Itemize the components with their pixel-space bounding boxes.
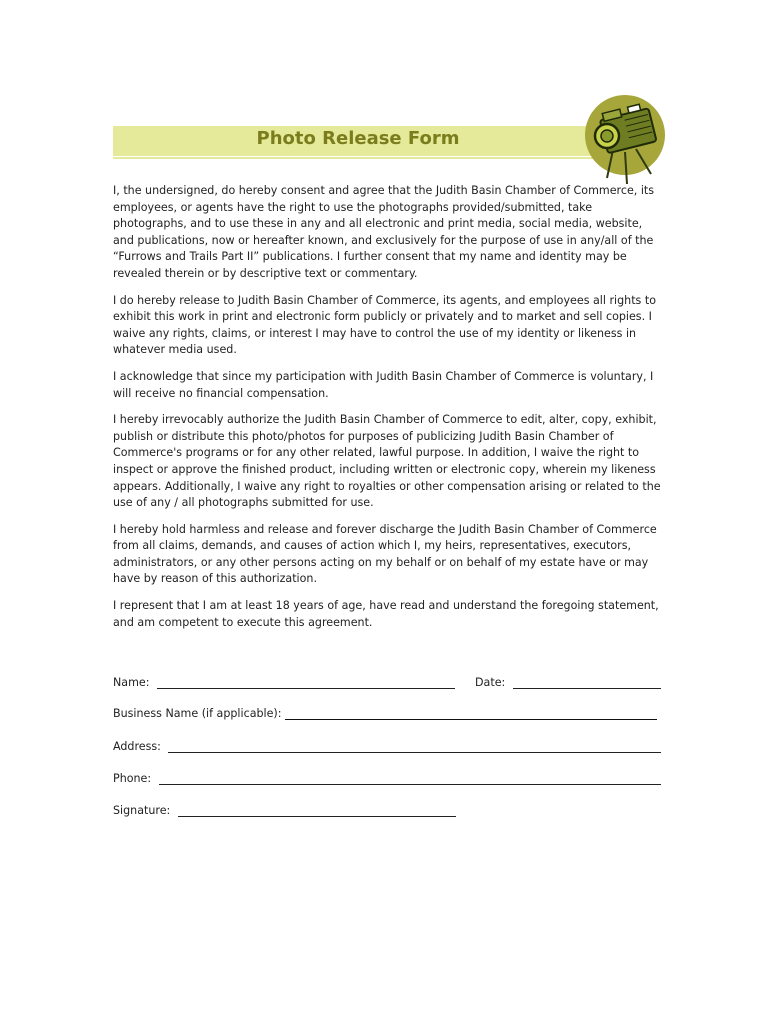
title-underline [113, 157, 593, 159]
phone-field-row [113, 772, 661, 785]
name-label: Name: [113, 676, 150, 689]
paragraph-indemnity: I hereby hold harmless and release and forever discharge the Judith Basin Chamber of Commerce from all claims, demands, and causes of action which I, my heirs, representatives, executors, administrators, or any other persons acting on my behalf or on behalf of my estate have or may have by reason of this authorization. [113, 522, 657, 586]
paragraph-release: I do hereby release to Judith Basin Chamber of Commerce, its agents, and employees all rights to exhibit this work in print and electronic form publicly or privately and to market and sell copies. I waive any rights, claims, or interest I may have to control the use of my identity or likeness in whatever media used. [113, 293, 656, 357]
date-line[interactable] [513, 676, 661, 689]
date-field-row [475, 676, 661, 689]
paragraph-authorization: I hereby irrevocably authorize the Judith Basin Chamber of Commerce to edit, alter, copy, exhibit, publish or distribute this photo/photos for purposes of publicizing Judith Basin Chamber of Commerce's programs or for any other related, lawful purpose. In addition, I waive the right to inspect or approve the finished product, including written or electronic copy, wherein my likeness appears. Additionally, I waive any right to royalties or other compensation arising or related to the use of any / all photographs submitted for use. [113, 413, 661, 510]
business-field-row [113, 707, 657, 720]
signature-field-row [113, 804, 456, 817]
address-field-row [113, 740, 661, 753]
date-label: Date: [475, 676, 506, 689]
business-label: Business Name (if applicable): [113, 707, 282, 720]
paragraph-age: I represent that I am at least 18 years of age, have read and understand the foregoing statement, and am competent to execute this agreement. [113, 599, 659, 629]
camera-icon [581, 92, 669, 184]
phone-label: Phone: [113, 772, 152, 785]
paragraph-compensation: I acknowledge that since my participation with Judith Basin Chamber of Commerce is voluntary, I will receive no financial compensation. [113, 369, 654, 400]
address-line[interactable] [168, 740, 661, 753]
paragraph-consent: I, the undersigned, do hereby consent and agree that the Judith Basin Chamber of Commerce, its employees, or agents have the right to use the photographs provided/submitted, take photographs, and to use these in any and all electronic and print media, social media, website, and publications, now or hereafter known, and exclusively for the purpose of use in any/all of the “Furrows and Trails Part II” publications. I further consent that my name and identity may be revealed therein or by descriptive text or commentary. [113, 184, 655, 280]
name-line[interactable] [157, 676, 455, 689]
signature-line[interactable] [178, 804, 456, 817]
phone-line[interactable] [159, 772, 661, 785]
release-text [113, 183, 663, 641]
business-line[interactable] [285, 707, 657, 720]
page-title: Photo Release Form [256, 128, 460, 149]
address-label: Address: [113, 740, 161, 753]
name-field-row [113, 676, 455, 689]
signature-label: Signature: [113, 804, 171, 817]
